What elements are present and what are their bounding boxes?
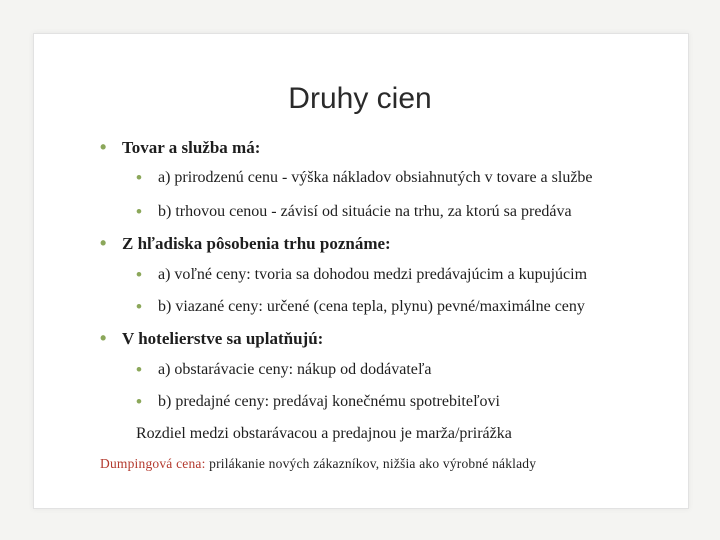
section-heading-text: V hotelierstve sa uplatňujú: <box>122 329 324 348</box>
section-heading <box>100 328 324 349</box>
list-item <box>136 392 500 411</box>
note-text: Rozdiel medzi obstarávacou a predajnou je marža/prirážka <box>136 425 512 442</box>
list-item <box>136 360 432 379</box>
bullet-icon: • <box>136 392 142 411</box>
section-heading <box>100 137 261 158</box>
list-item <box>136 168 593 187</box>
bullet-icon: • <box>136 265 142 284</box>
footer-text: prilákanie nových zákazníkov, nižšia ako výrobné náklady <box>209 456 537 471</box>
slide-title: Druhy cien <box>288 82 432 115</box>
footer-label: Dumpingová cena: <box>100 456 206 471</box>
list-item-text: a) prirodzenú cenu - výška nákladov obsiahnutých v tovare a službe <box>158 169 593 186</box>
list-item-text: b) predajné ceny: predávaj konečnému spotrebiteľovi <box>158 393 500 410</box>
list-item-text: a) voľné ceny: tvoria sa dohodou medzi predávajúcim a kupujúcim <box>158 266 588 283</box>
bullet-icon: • <box>136 297 142 316</box>
list-item <box>136 265 588 284</box>
list-item-text: b) trhovou cenou - závisí od situácie na trhu, za ktorú sa predáva <box>158 203 572 220</box>
section-heading-text: Z hľadiska pôsobenia trhu poznáme: <box>122 234 391 253</box>
section-heading <box>100 233 391 254</box>
bullet-icon: • <box>136 202 142 221</box>
list-item-text: b) viazané ceny: určené (cena tepla, plynu) pevné/maximálne ceny <box>158 298 585 315</box>
bullet-icon: • <box>136 360 142 379</box>
bullet-icon: • <box>100 233 107 253</box>
footer-line <box>100 456 536 472</box>
bullet-icon: • <box>100 328 107 348</box>
list-item <box>136 297 585 316</box>
bullet-icon: • <box>100 137 107 157</box>
bullet-icon: • <box>136 168 142 187</box>
list-item <box>136 202 572 221</box>
section-heading-text: Tovar a služba má: <box>122 138 261 157</box>
list-item-text: a) obstarávacie ceny: nákup od dodávateľa <box>158 361 432 378</box>
